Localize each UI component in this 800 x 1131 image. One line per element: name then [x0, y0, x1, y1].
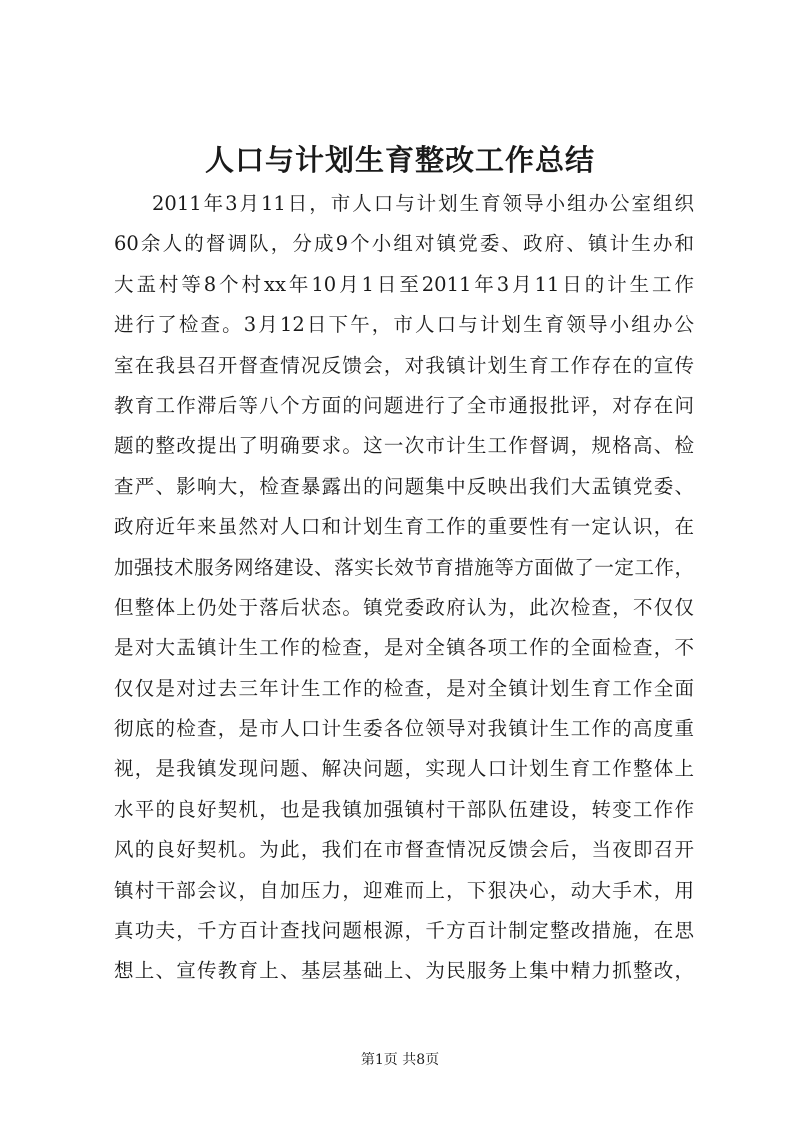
- body-line-16: 水平的良好契机，也是我镇加强镇村干部队伍建设，转变工作作: [114, 797, 694, 821]
- body-line-6: 教育工作滞后等八个方面的问题进行了全市通报批评，对存在问: [114, 393, 694, 417]
- body-line-4: 进行了检查。3月12日下午，市人口与计划生育领导小组办公: [114, 313, 694, 337]
- body-line-5: 室在我县召开督查情况反馈会，对我镇计划生育工作存在的宣传: [114, 353, 694, 377]
- body-line-3: 大盂村等8个村xx年10月1日至2011年3月11日的计生工作: [114, 272, 694, 296]
- page-number-footer: 第1页 共8页: [360, 1052, 440, 1068]
- body-line-17: 风的良好契机。为此，我们在市督查情况反馈会后，当夜即召开: [114, 838, 694, 862]
- body-line-20: 想上、宣传教育上、基层基础上、为民服务上集中精力抓整改，: [114, 959, 694, 983]
- body-line-15: 视，是我镇发现问题、解决问题，实现人口计划生育工作整体上: [114, 757, 694, 781]
- body-line-2: 60余人的督调队，分成9个小组对镇党委、政府、镇计生办和: [114, 232, 694, 256]
- body-line-9: 政府近年来虽然对人口和计划生育工作的重要性有一定认识，在: [114, 515, 694, 539]
- body-line-11: 但整体上仍处于落后状态。镇党委政府认为，此次检查，不仅仅: [114, 595, 694, 619]
- document-body: [114, 184, 694, 992]
- body-line-13: 仅仅是对过去三年计生工作的检查，是对全镇计划生育工作全面: [114, 676, 694, 700]
- body-line-14: 彻底的检查，是市人口计生委各位领导对我镇计生工作的高度重: [114, 717, 694, 741]
- body-line-19: 真功夫，千方百计查找问题根源，千方百计制定整改措施，在思: [114, 919, 694, 943]
- document-title: 人口与计划生育整改工作总结: [204, 143, 595, 177]
- body-line-8: 查严、影响大，检查暴露出的问题集中反映出我们大盂镇党委、: [114, 474, 694, 498]
- body-line-1: 2011年3月11日，市人口与计划生育领导小组办公室组织: [152, 192, 694, 215]
- body-line-7: 题的整改提出了明确要求。这一次市计生工作督调，规格高、检: [114, 434, 694, 458]
- body-line-18: 镇村干部会议，自加压力，迎难而上，下狠决心，动大手术，用: [114, 878, 694, 902]
- body-line-12: 是对大盂镇计生工作的检查，是对全镇各项工作的全面检查，不: [114, 636, 694, 660]
- body-line-10: 加强技术服务网络建设、落实长效节育措施等方面做了一定工作，: [114, 555, 694, 579]
